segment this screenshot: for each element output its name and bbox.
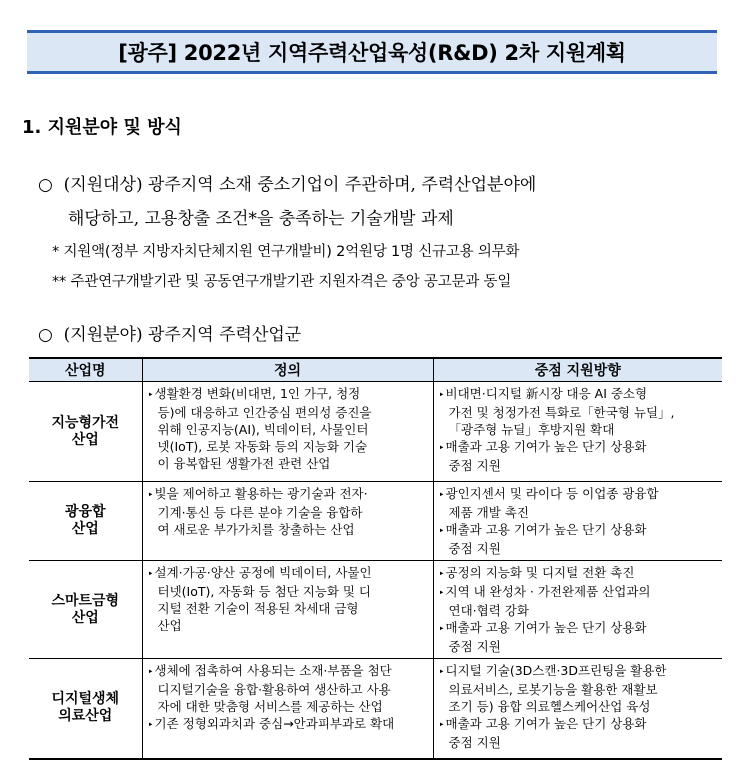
definition-line [148,715,428,734]
triangle-bullet-icon: ‣ [438,569,445,580]
definition-text: 이 융복합된 생활가전 관련 산업 [157,456,331,471]
definition-cell [142,482,433,561]
field-text: (지원분야) 광주지역 주력산업군 [63,325,302,345]
industry-name-line: 디지털생체 [51,691,120,708]
industry-name-line: 산업 [71,521,99,537]
direction-text: 조기 등) 융합 의료헬스케어산업 육성 [448,699,651,714]
triangle-bullet-icon: ‣ [438,720,445,731]
definition-text: 등)에 대응하고 인간중심 편의성 증진을 [157,405,372,420]
direction-line [439,438,718,457]
definition-line [148,455,428,472]
triangle-bullet-icon: ‣ [438,490,445,501]
triangle-bullet-icon: ‣ [147,667,154,678]
triangle-bullet-icon: ‣ [438,588,445,599]
direction-text: 중점 지원 [448,639,501,654]
direction-line [439,619,718,638]
definition-cell [142,659,433,759]
definition-line [148,504,428,521]
direction-line [439,564,718,583]
table-row [29,482,722,561]
note-employment: * 지원액(정부 지방자치단체지원 연구개발비) 2억원당 1명 신규고용 의무화 [52,244,520,260]
direction-text: 비대면·디지털 新시장 대응 AI 중소형 [445,386,648,401]
industry-name-cell [29,561,142,659]
page-title: [광주] 2022년 지역주력산업육성(R&D) 2차 지원계획 [118,41,626,65]
direction-line [439,698,718,715]
definition-text: 여 새로운 부가가치를 창출하는 산업 [157,522,355,537]
circle-bullet-icon: ○ [38,325,53,345]
direction-line [439,638,718,655]
direction-line [439,602,718,619]
definition-text: 기계·통신 등 다른 분야 기술을 융합하 [157,505,363,520]
page-title-box [27,30,717,74]
direction-line [439,583,718,602]
definition-line [148,698,428,715]
triangle-bullet-icon: ‣ [438,624,445,635]
direction-line [439,385,718,404]
direction-cell [433,482,722,561]
direction-text: 중점 지원 [448,735,501,750]
definition-cell [142,561,433,659]
industry-name-line: 산업 [71,609,99,626]
direction-line [439,681,718,698]
industry-name-line: 의료산업 [58,708,113,725]
definition-text: 생체에 접촉하여 사용되는 소재·부품을 첨단 [154,663,392,678]
direction-line [439,457,718,474]
definition-line [148,583,428,600]
direction-line [439,521,718,540]
industry-name-line: 산업 [71,431,99,448]
definition-line [148,521,428,538]
definition-text: 산업 [157,618,182,633]
triangle-bullet-icon: ‣ [438,443,445,454]
table-header-row [29,358,722,382]
direction-line [439,421,718,438]
header-direction: 중점 지원방향 [433,358,722,382]
definition-text: 디지털기술을 융합·활용하여 생산하고 사용 [157,682,391,697]
direction-text: 중점 지원 [448,541,501,556]
direction-text: 매출과 고용 기여가 높은 단기 상용화 [445,439,647,454]
circle-bullet-icon: ○ [38,175,53,195]
definition-text: 위해 인공지능(AI), 빅데이터, 사물인터 [157,422,369,437]
definition-line [148,617,428,634]
definition-text: 지털 전환 기술이 적용된 차세대 금형 [157,601,359,616]
definition-line [148,662,428,681]
definition-line [148,681,428,698]
triangle-bullet-icon: ‣ [147,569,154,580]
definition-text: 터넷(IoT), 자동화 등 첨단 지능화 및 디 [157,584,372,599]
table-row [29,561,722,659]
industry-name-cell [29,659,142,759]
direction-text: 매출과 고용 기여가 높은 단기 상용화 [445,620,647,635]
definition-line [148,421,428,438]
triangle-bullet-icon: ‣ [147,490,154,501]
definition-text: 빛을 제어하고 활용하는 광기술과 전자· [154,486,368,501]
definition-text: 자에 대한 맞춤형 서비스를 제공하는 산업 [157,699,383,714]
note-eligibility: ** 주관연구개발기관 및 공동연구개발기관 지원자격은 중앙 공고문과 동일 [52,274,512,290]
table-row [29,382,722,482]
industry-name-cell [29,382,142,482]
direction-cell [433,561,722,659]
direction-line [439,540,718,557]
definition-cell [142,382,433,482]
table-row [29,659,722,759]
industry-name-line: 지능형가전 [51,414,120,431]
triangle-bullet-icon: ‣ [438,390,445,401]
field-line [38,320,301,345]
direction-cell [433,659,722,759]
definition-line [148,564,428,583]
direction-text: 연대·협력 강화 [448,603,529,618]
header-definition: 정의 [142,358,433,382]
definition-text: 넷(IoT), 로봇 자동화 등의 지능화 기술 [157,439,368,454]
direction-line [439,715,718,734]
definition-line [148,404,428,421]
direction-text: 디지털 기술(3D스캔·3D프린팅을 활용한 [445,663,667,678]
triangle-bullet-icon: ‣ [147,390,154,401]
industry-name-cell [29,482,142,561]
triangle-bullet-icon: ‣ [438,667,445,678]
definition-line [148,438,428,455]
direction-text: 제품 개발 촉진 [448,505,529,520]
direction-text: 중점 지원 [448,458,501,473]
triangle-bullet-icon: ‣ [438,526,445,537]
definition-text: 기존 정형외과치과 중심→안과피부과로 확대 [154,716,395,731]
direction-text: 공정의 지능화 및 디지털 전환 촉진 [445,565,635,580]
section-heading: 1. 지원분야 및 방식 [22,117,182,138]
target-line-1 [38,170,536,195]
direction-line [439,734,718,751]
direction-text: 가전 및 청정가전 특화로「한국형 뉴딜」, [448,405,675,420]
definition-text: 설계·가공·양산 공정에 빅데이터, 사물인 [154,565,372,580]
industry-name-line: 광융합 [64,504,106,520]
direction-line [439,662,718,681]
definition-line [148,485,428,504]
industry-name-line: 스마트금형 [51,592,120,609]
direction-text: 의료서비스, 로봇기능을 활용한 재활보 [448,682,658,697]
direction-text: 광인지센서 및 라이다 등 이업종 광융합 [445,486,659,501]
direction-text: 지역 내 완성차 · 가전완제품 산업과의 [445,584,651,599]
direction-text: 매출과 고용 기여가 높은 단기 상용화 [445,716,647,731]
definition-line [148,385,428,404]
triangle-bullet-icon: ‣ [147,720,154,731]
direction-cell [433,382,722,482]
direction-line [439,504,718,521]
direction-text: 「광주형 뉴딜」후방지원 확대 [448,422,615,437]
support-table [29,357,722,760]
direction-text: 매출과 고용 기여가 높은 단기 상용화 [445,522,647,537]
definition-text: 생활환경 변화(비대면, 1인 가구, 청정 [154,386,361,401]
target-text-1: (지원대상) 광주지역 소재 중소기업이 주관하며, 주력산업분야에 [63,175,537,195]
direction-line [439,404,718,421]
header-industry: 산업명 [29,358,142,382]
target-line-2: 해당하고, 고용창출 조건*을 충족하는 기술개발 과제 [68,209,454,229]
definition-line [148,600,428,617]
direction-line [439,485,718,504]
